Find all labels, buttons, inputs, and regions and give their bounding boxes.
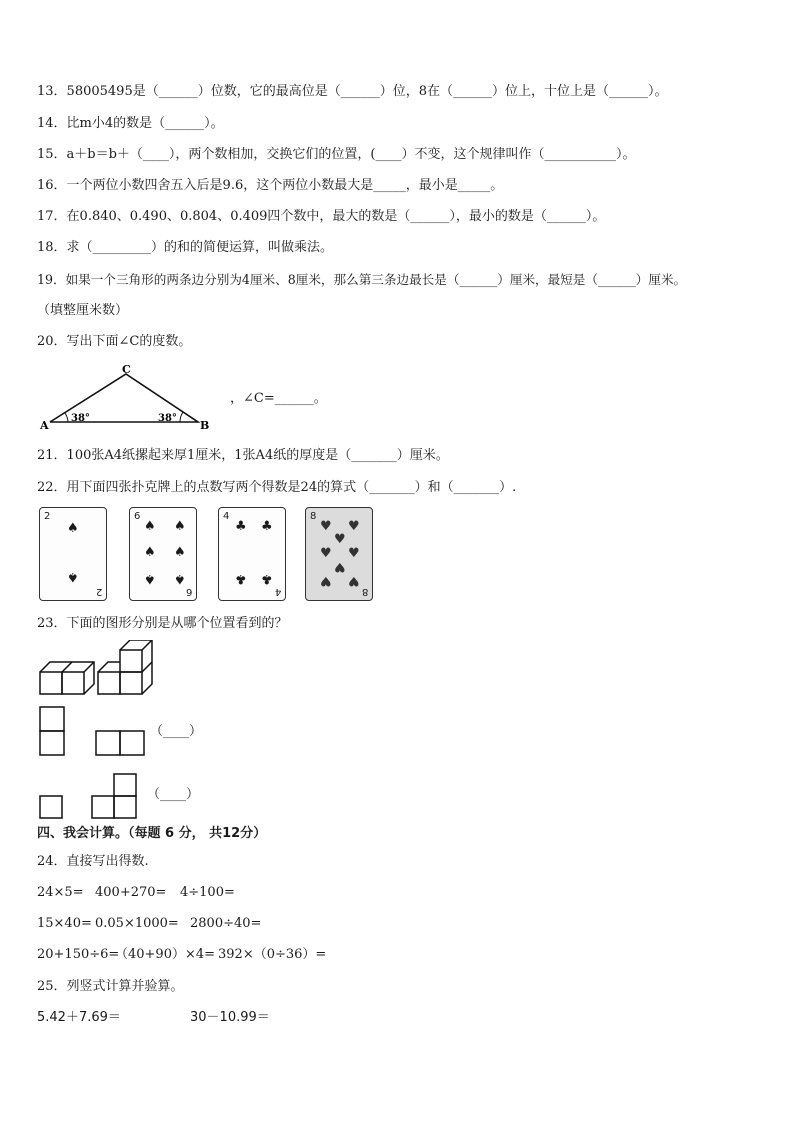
heart-icon: ♥ — [320, 546, 332, 561]
spade-icon: ♠ — [144, 519, 156, 534]
spade-icon: ♠ — [174, 571, 186, 586]
vertex-c-label: C — [122, 363, 131, 376]
spade-icon: ♠ — [67, 569, 79, 584]
club-icon: ♣ — [261, 571, 273, 586]
angle-a-label: 38° — [71, 413, 90, 424]
q24-item: 400+270= — [95, 885, 167, 900]
q25-item: 30－10.99＝ — [190, 1010, 270, 1025]
view-left-figure-2 — [90, 772, 142, 822]
heart-icon: ♥ — [320, 519, 332, 534]
card-rank: 4 — [274, 586, 281, 597]
card-rank: 2 — [95, 586, 102, 597]
view-front-figure-1 — [38, 705, 68, 757]
spade-icon: ♠ — [144, 571, 156, 586]
angle-b-label: 38° — [158, 413, 177, 424]
q25-item: 5.42＋7.69＝ — [37, 1010, 121, 1025]
spade-icon: ♠ — [67, 521, 79, 536]
question-16: 16．一个两位小数四舍五入后是9.6，这个两位小数最大是_____，最小是_____。 — [37, 178, 504, 193]
question-17: 17．在0.840、0.490、0.804、0.409四个数中，最大的数是（______），最小的数是（______）。 — [37, 209, 606, 224]
q24-item: 2800÷40= — [190, 916, 262, 931]
question-20: 20．写出下面∠C的度数。 — [37, 334, 192, 349]
club-icon: ♣ — [235, 571, 247, 586]
club-icon: ♣ — [261, 519, 273, 534]
question-19: 19．如果一个三角形的两条边分别为4厘米、8厘米，那么第三条边最长是（______）厘米，最短是（______）厘米。 — [37, 272, 687, 287]
card-rank: 8 — [310, 511, 317, 522]
spade-icon: ♠ — [144, 545, 156, 560]
playing-card-4-clubs — [218, 507, 286, 601]
vertex-b-label: B — [200, 419, 210, 432]
card-rank: 6 — [185, 586, 192, 597]
cube-stack-figure — [38, 640, 178, 700]
heart-icon: ♥ — [334, 532, 346, 547]
question-24: 24．直接写出得数. — [37, 854, 149, 869]
q24-item: 15×40= — [37, 916, 92, 931]
question-18: 18．求（_________）的和的简便运算，叫做乘法。 — [37, 240, 334, 255]
question-15: 15．a＋b＝b＋（____），两个数相加，交换它们的位置，(____）不变，这个规律叫作（___________）。 — [37, 147, 636, 162]
q24-item: 0.05×1000= — [95, 916, 179, 931]
question-13: 13．58005495是（______）位数，它的最高位是（______）位，8在（______）位上，十位上是（______）。 — [37, 84, 668, 99]
view-side-figure-2 — [38, 794, 66, 822]
heart-icon: ♥ — [334, 559, 346, 574]
question-22: 22．用下面四张扑克牌上的点数写两个得数是24的算式（_______）和（_______）. — [37, 480, 517, 495]
triangle-figure — [38, 362, 218, 434]
q24-item: 392×（0÷36）= — [218, 947, 327, 962]
playing-card-8-hearts — [305, 507, 373, 601]
question-19-note: （填整厘米数） — [37, 303, 129, 318]
q24-item: 4÷100= — [180, 885, 235, 900]
playing-card-2-spades — [39, 507, 107, 601]
q24-item: 24×5= — [37, 885, 84, 900]
section-4-heading: 四、我会计算。（每题 6 分， 共12分） — [37, 826, 267, 841]
q24-item: 20+150÷6= — [37, 947, 120, 962]
heart-icon: ♥ — [348, 519, 360, 534]
question-23-blank-2: （____） — [147, 787, 200, 802]
card-rank: 6 — [134, 511, 141, 522]
heart-icon: ♥ — [348, 573, 360, 588]
heart-icon: ♥ — [320, 573, 332, 588]
card-rank: 4 — [223, 511, 230, 522]
club-icon: ♣ — [235, 519, 247, 534]
question-23-blank-1: （____） — [150, 724, 203, 739]
spade-icon: ♠ — [174, 545, 186, 560]
question-20-answer: ，∠C=______。 — [230, 391, 327, 406]
vertex-a-label: A — [40, 419, 49, 432]
spade-icon: ♠ — [174, 519, 186, 534]
view-top-figure-1 — [94, 729, 146, 757]
question-14: 14．比m小4的数是（______）。 — [37, 116, 224, 131]
q24-item: （40+90）×4= — [115, 947, 216, 962]
playing-card-6-spades — [129, 507, 197, 601]
question-23: 23．下面的图形分别是从哪个位置看到的？ — [37, 616, 288, 631]
card-rank: 2 — [44, 511, 51, 522]
question-25: 25．列竖式计算并验算。 — [37, 979, 184, 994]
heart-icon: ♥ — [348, 546, 360, 561]
card-rank: 8 — [361, 586, 368, 597]
question-21: 21．100张A4纸摞起来厚1厘米，1张A4纸的厚度是（_______）厘米。 — [37, 448, 449, 463]
